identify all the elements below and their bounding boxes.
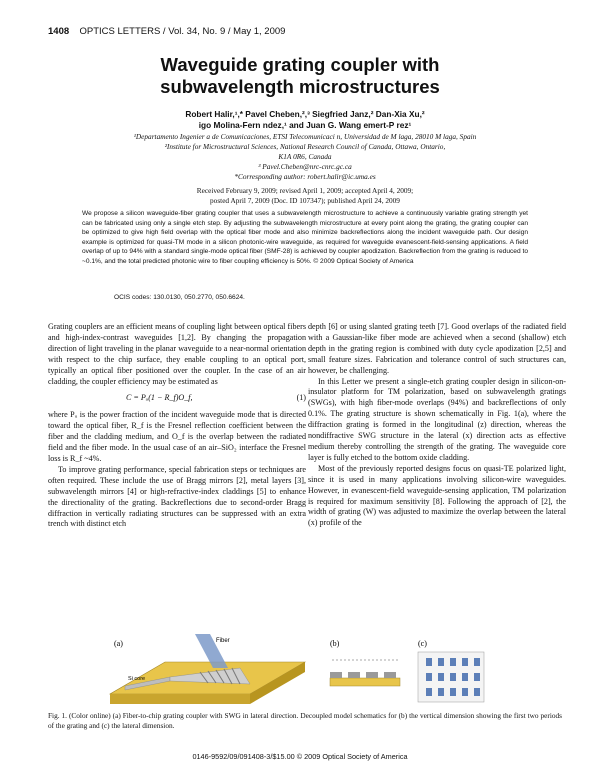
ocis-codes: OCIS codes: 130.0130, 050.2770, 050.6624.	[114, 294, 245, 301]
running-head	[48, 26, 285, 37]
tooth-2	[348, 672, 360, 678]
paragraph: Most of the previously reported designs focus on quasi-TE polarized light, since it is used in many applications involving silicon-wire waveguides. However, in evanescent-field waveguide-sensing application, TM polarization is required for maximum sensitivity [8]. Following the approach of [2], the width of grating (W) was adjusted to maximize the overlap between the lateral (x) profile of the	[308, 463, 566, 528]
dates-line-1: Received February 9, 2009; revised April 1, 2009; accepted April 4, 2009;	[196, 186, 414, 195]
dates-line-2: posted April 7, 2009 (Doc. ID 107347); published April 24, 2009	[210, 195, 400, 205]
figure-1	[100, 632, 490, 712]
paragraph: where Pᵤ is the power fraction of the incident waveguide mode that is directed toward the optical fiber, R_f is the Fresnel reflection coefficient between the fiber and the cladding medium, and O_f is the overlap between the radiated field and the fiber mode. In the usual case of an air–SiO₂ interface the Fresnel loss is R_f ~4%.	[48, 410, 306, 463]
panel-c-label: (c)	[418, 639, 427, 648]
paragraph: Grating couplers are an efficient means of coupling light between optical fibers and high-index-contrast waveguides [1,2]. By changing the propagation direction of light traveling in the planar waveguide to a near-normal orientation with respect to the chip surface, they enable coupling to an optical port, typically an optical fiber positioned over the coupler. In the case of an air cladding, the coupler efficiency may be estimated as	[48, 322, 306, 386]
substrate-side	[110, 694, 250, 704]
tooth-3	[366, 672, 378, 678]
author-list	[60, 109, 550, 131]
corresponding-author: *Corresponding author: robert.halir@ic.uma.es	[234, 172, 376, 181]
figure-caption: Fig. 1. (Color online) (a) Fiber-to-chip grating coupler with SWG in lateral direction. Decoupled model schematics for (b) the vertical dimension showing the first two periods of the grating and (c) the lateral dimension.	[48, 711, 562, 730]
equation-1	[48, 393, 306, 404]
footer: 0146-9592/09/091408-3/$15.00 © 2009 Optical Society of America	[192, 752, 408, 761]
page-number: 1408	[48, 26, 70, 37]
affiliations	[60, 132, 550, 182]
affiliation-1: ¹Departamento Ingenier a de Comunicaciones, ETSI Telecomunicaci n, Universidad de M laga, 28010 M laga, Spain	[133, 132, 477, 141]
fiber-label: Fiber	[216, 638, 230, 644]
paragraph: depth [6] or using slanted grating teeth [7]. Good overlaps of the radiated field with a Gaussian-like fiber mode are achieved when a second (shallow) etch depth in the grating region is combined with duty cycle apodization [2,5] and small feature sizes. Fabrication and tolerance control of such structures can, however, be challenging.	[308, 322, 566, 375]
authors-line-1: Robert Halir,¹,* Pavel Cheben,²,³ Siegfried Janz,² Dan-Xia Xu,²	[185, 109, 425, 119]
journal-citation: OPTICS LETTERS / Vol. 34, No. 9 / May 1, 2009	[79, 26, 286, 37]
tooth-1	[330, 672, 342, 678]
panel-b-label: (b)	[330, 639, 340, 648]
body-column-right	[308, 322, 566, 529]
paragraph: In this Letter we present a single-etch grating coupler design in silicon-on-insulator platform for TM polarization, based on subwavelength gratings (SWGs), with high fiber-mode overlaps (94%) and backreflections of only 0.1%. The grating structure is shown schematically in Fig. 1(a), where the diffraction grating is formed in the longitudinal (z) direction, whereas the nondiffractive SWG structure in the lateral (x) direction acts as effective medium thereby controlling the strength of the grating. The waveguide core layer is fully etched to the bottom oxide cladding.	[308, 376, 566, 462]
article-title	[0, 54, 600, 98]
affiliation-2: ²Institute for Microstructural Sciences, National Research Council of Canada, Ottawa, Ontario,	[164, 142, 446, 151]
paragraph: To improve grating performance, special fabrication steps or techniques are often required. These include the use of Bragg mirrors [2], metal layers [3], subwavelength mirrors [4] or high-refractive-index claddings [5] to enhance the directionality of the grating. Backreflections due to second-order Bragg diffraction in vertically radiating structures can be suppressed with an extra trench with distinct etch	[48, 464, 306, 529]
authors-line-2: igo Molina-Fern ndez,¹ and Juan G. Wang emert-P rez¹	[198, 120, 412, 130]
body-column-left	[48, 322, 306, 530]
panel-a-label: (a)	[114, 639, 123, 648]
affiliation-email: ³ Pavel.Cheben@nrc-cnrc.gc.ca	[258, 162, 352, 171]
equation-body: C = Pᵤ(1 − R_f)O_f,	[126, 393, 193, 403]
publication-dates	[60, 186, 550, 205]
equation-number: (1)	[296, 393, 306, 403]
box-layer	[330, 678, 400, 686]
affiliation-2-cont: K1A 0R6, Canada	[278, 152, 332, 161]
title-line-2: subwavelength microstructures	[160, 76, 440, 97]
core-label: Si core	[128, 676, 146, 682]
title-line-1: Waveguide grating coupler with	[160, 54, 440, 75]
abstract: We propose a silicon waveguide-fiber grating coupler that uses a subwavelength microstructure to achieve a continuously variable grating strength yet can be fabricated using only a single etch step. By adjusting the subwavelength microstructure at every point along the grating, the grating coupler can be optimized to give high field overlap with the optical fiber mode and also minimize backreflections along the incident waveguide path. Our design example is optimized for quasi-TM mode in a silicon photonic-wire waveguide, as required for waveguide evanescent-field-sensing applications. A field overlap of up to 94% with a standard single-mode optical fiber (SMF-28) is achieved by coupler apodization. Backreflection from the grating is reduced to ~0.1%, and the total predicted photonic wire to fiber coupling efficiency is 50%. © 2009 Optical Society of America	[82, 210, 528, 265]
figure-1-graphic	[100, 632, 490, 712]
tooth-4	[384, 672, 396, 678]
